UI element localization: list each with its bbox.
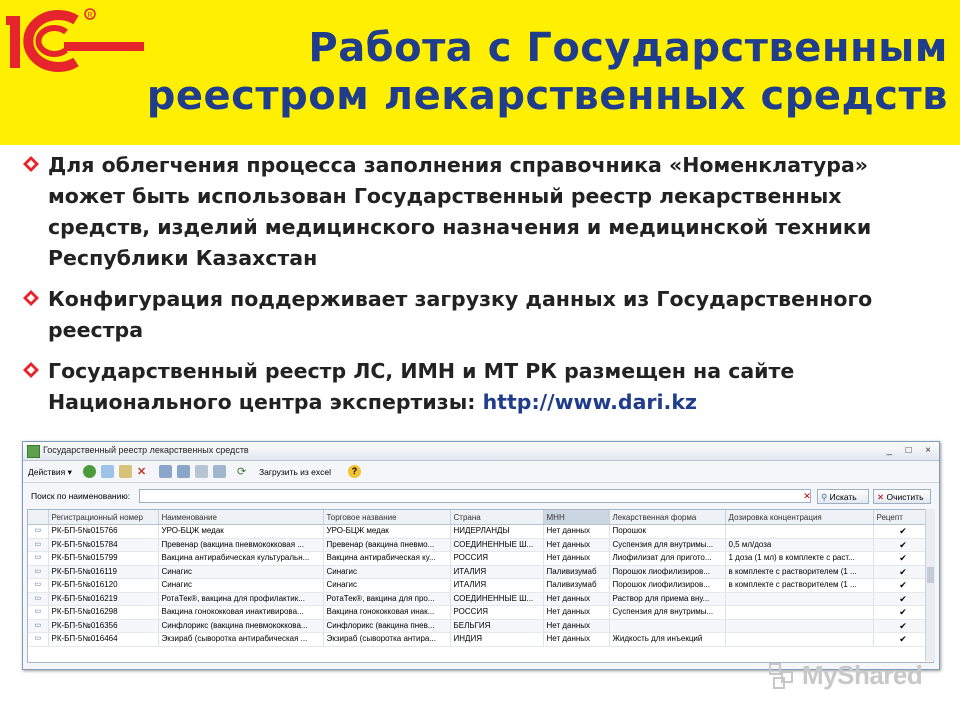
table-cell: РК-БП-5№015784 — [48, 538, 158, 552]
window-titlebar[interactable] — [23, 442, 939, 461]
column-header[interactable]: Страна — [450, 510, 543, 525]
table-cell: Экзираб (сыворотка антирабическая ... — [158, 633, 323, 647]
table-row[interactable] — [28, 552, 933, 566]
registry-table — [27, 509, 934, 663]
dari-link[interactable]: http://www.dari.kz — [482, 390, 697, 414]
tree-icon[interactable] — [213, 465, 226, 478]
table-cell: РОССИЯ — [450, 552, 543, 566]
table-cell: РотаТек®, вакцина для профилактик... — [158, 592, 323, 606]
column-header[interactable]: Лекарственная форма — [609, 510, 725, 525]
column-header[interactable]: Наименование — [158, 510, 323, 525]
row-record-icon: ▭ — [28, 606, 48, 620]
search-clear-icon[interactable]: ✕ — [803, 491, 811, 501]
table-header-row — [28, 510, 933, 525]
window-title: Государственный реестр лекарственных средств — [43, 445, 249, 455]
table-cell — [725, 619, 873, 633]
table-row[interactable] — [28, 606, 933, 620]
1c-logo — [6, 6, 144, 76]
table-cell: РК-БП-5№016298 — [48, 606, 158, 620]
table-cell: ИНДИЯ — [450, 633, 543, 647]
table-row[interactable] — [28, 592, 933, 606]
table-cell: Синфлорикс (вакцина пнев... — [323, 619, 450, 633]
row-icon-header — [28, 510, 48, 525]
table-cell: РК-БП-5№016219 — [48, 592, 158, 606]
help-icon[interactable]: ? — [348, 465, 361, 478]
prescription-check: ✔ — [873, 633, 933, 647]
prescription-check: ✔ — [873, 579, 933, 593]
bullet-text: Государственный реестр ЛС, ИМН и МТ РК размещен на сайте Национального центра экспертизы: — [48, 359, 795, 414]
bullet-list — [18, 150, 948, 428]
table-cell — [725, 592, 873, 606]
table-cell: Вакцина антирабическая ку... — [323, 552, 450, 566]
table-cell: в комплекте с растворителем (1 ... — [725, 565, 873, 579]
search-button[interactable] — [817, 489, 869, 504]
table-cell — [725, 606, 873, 620]
table-cell: Суспензия для внутримы... — [609, 538, 725, 552]
table-cell: Суспензия для внутримы... — [609, 606, 725, 620]
slide-title — [128, 24, 948, 120]
row-record-icon: ▭ — [28, 565, 48, 579]
table-cell: Порошок — [609, 525, 725, 539]
bullet-text: Для облегчения процесса заполнения справочника «Номенклатура» может быть использован Государственный реестр лекарственных средств, изделий медицинского назначения и медицинской техники Республики Казахстан — [48, 153, 872, 270]
table-cell: в комплекте с растворителем (1 ... — [725, 579, 873, 593]
minimize-button[interactable]: _ — [886, 445, 893, 456]
slide-header — [0, 0, 960, 145]
table-cell: Нет данных — [543, 606, 609, 620]
search-label: Поиск по наименованию: — [31, 491, 131, 501]
table-cell: УРО-БЦЖ медак — [323, 525, 450, 539]
search-bar — [23, 487, 939, 507]
table-cell: РК-БП-5№015766 — [48, 525, 158, 539]
column-header[interactable]: Дозировка концентрация — [725, 510, 873, 525]
table-row[interactable] — [28, 525, 933, 539]
table-cell: РОССИЯ — [450, 606, 543, 620]
table-cell: Экзираб (сыворотка антира... — [323, 633, 450, 647]
add-icon[interactable] — [83, 465, 96, 478]
table-cell: Раствор для приема вну... — [609, 592, 725, 606]
table-cell: Синагис — [158, 579, 323, 593]
search-input[interactable] — [139, 489, 811, 503]
table-cell: Нет данных — [543, 552, 609, 566]
table-cell: ИТАЛИЯ — [450, 579, 543, 593]
table-cell — [725, 525, 873, 539]
table-cell: СОЕДИНЕННЫЕ Ш... — [450, 538, 543, 552]
clear-x-icon: ✕ — [877, 492, 885, 502]
table-cell: Нет данных — [543, 633, 609, 647]
prescription-check: ✔ — [873, 565, 933, 579]
bullet-diamond-icon — [22, 155, 40, 173]
bullet-item — [18, 150, 948, 274]
clear-button[interactable] — [873, 489, 931, 504]
table-cell: Паливизумаб — [543, 579, 609, 593]
filter-icon[interactable] — [159, 465, 172, 478]
scrollbar-thumb[interactable] — [927, 567, 934, 583]
bullet-diamond-icon — [22, 289, 40, 307]
close-button[interactable]: × — [925, 445, 931, 456]
column-header[interactable]: Регистрационный номер — [48, 510, 158, 525]
prescription-check: ✔ — [873, 552, 933, 566]
prescription-check: ✔ — [873, 606, 933, 620]
column-header[interactable]: Торговое название — [323, 510, 450, 525]
vertical-scrollbar[interactable] — [925, 509, 935, 661]
column-header[interactable]: Рецепт — [873, 510, 933, 525]
filter-list-icon[interactable] — [177, 465, 190, 478]
bullet-diamond-icon — [22, 361, 40, 379]
prescription-check: ✔ — [873, 592, 933, 606]
table-row[interactable] — [28, 633, 933, 647]
actions-menu-button[interactable]: Действия ▾ — [28, 467, 72, 477]
slide-title-line-2: реестром лекарственных средств — [146, 73, 948, 119]
slide-title-line-1: Работа с Государственным — [308, 25, 948, 71]
table-cell: ИТАЛИЯ — [450, 565, 543, 579]
table-cell: Жидкость для инъекций — [609, 633, 725, 647]
table-cell — [725, 633, 873, 647]
bullet-item — [18, 284, 948, 346]
registry-window — [22, 441, 940, 670]
magnifier-icon: ⚲ — [821, 492, 828, 502]
table-row[interactable] — [28, 565, 933, 579]
table-cell: Лиофилизат для пригото... — [609, 552, 725, 566]
table-cell: РК-БП-5№015799 — [48, 552, 158, 566]
svg-text:R: R — [87, 12, 93, 19]
row-record-icon: ▭ — [28, 592, 48, 606]
toolbar — [23, 462, 939, 483]
table-cell: Паливизумаб — [543, 565, 609, 579]
prescription-check: ✔ — [873, 619, 933, 633]
table-cell: Нет данных — [543, 538, 609, 552]
table-row[interactable] — [28, 579, 933, 593]
row-record-icon: ▭ — [28, 552, 48, 566]
edit-icon[interactable] — [119, 465, 132, 478]
table-cell: Порошок лиофилизиров... — [609, 579, 725, 593]
table-cell: Вакцина гонококковая инак... — [323, 606, 450, 620]
column-header[interactable]: МНН — [543, 510, 609, 525]
table-row[interactable] — [28, 619, 933, 633]
maximize-button[interactable]: □ — [905, 445, 912, 456]
table-cell: 1 доза (1 мл) в комплекте с раст... — [725, 552, 873, 566]
table-cell: Вакцина гонококковая инактивирова... — [158, 606, 323, 620]
clear-button-label: Очистить — [886, 492, 924, 502]
table-cell: Нет данных — [543, 525, 609, 539]
table-cell: УРО-БЦЖ медак — [158, 525, 323, 539]
table-cell: Нет данных — [543, 619, 609, 633]
table-cell: Синагис — [323, 565, 450, 579]
table-row[interactable] — [28, 538, 933, 552]
refresh-icon[interactable]: ⟳ — [237, 466, 247, 478]
prescription-check: ✔ — [873, 538, 933, 552]
table-cell: РК-БП-5№016120 — [48, 579, 158, 593]
table-cell: БЕЛЬГИЯ — [450, 619, 543, 633]
table-cell: 0,5 мл/доза — [725, 538, 873, 552]
bullet-text: Конфигурация поддерживает загрузку данных из Государственного реестра — [48, 287, 873, 342]
table-cell: РК-БП-5№016356 — [48, 619, 158, 633]
table-cell: РК-БП-5№016119 — [48, 565, 158, 579]
table-cell: Синагис — [158, 565, 323, 579]
table-cell: СОЕДИНЕННЫЕ Ш... — [450, 592, 543, 606]
copy-icon[interactable] — [101, 465, 114, 478]
row-record-icon: ▭ — [28, 633, 48, 647]
table-cell — [609, 619, 725, 633]
table-cell: Синфлорикс (вакцина пневмококкова... — [158, 619, 323, 633]
window-app-icon — [27, 445, 40, 458]
table-cell: Нет данных — [543, 592, 609, 606]
prescription-check: ✔ — [873, 525, 933, 539]
search-button-label: Искать — [829, 492, 857, 502]
table-cell: Синагис — [323, 579, 450, 593]
table-cell: РотаТек®, вакцина для про... — [323, 592, 450, 606]
row-record-icon: ▭ — [28, 619, 48, 633]
row-record-icon: ▭ — [28, 538, 48, 552]
table-cell: Порошок лиофилизиров... — [609, 565, 725, 579]
row-record-icon: ▭ — [28, 525, 48, 539]
filter-off-icon[interactable] — [195, 465, 208, 478]
table-cell: Превенар (вакцина пневмо... — [323, 538, 450, 552]
table-cell: НИДЕРЛАНДЫ — [450, 525, 543, 539]
watermark-text: MyShared — [802, 660, 923, 690]
table-cell: Превенар (вакцина пневмококковая ... — [158, 538, 323, 552]
bullet-item — [18, 356, 948, 418]
table-cell: Вакцина антирабическая культуральн... — [158, 552, 323, 566]
myshared-logo-icon — [768, 660, 800, 692]
row-record-icon: ▭ — [28, 579, 48, 593]
table-cell: РК-БП-5№016464 — [48, 633, 158, 647]
load-excel-button[interactable]: Загрузить из excel — [259, 467, 332, 477]
delete-icon[interactable]: ✕ — [137, 466, 147, 478]
myshared-watermark — [768, 658, 928, 694]
